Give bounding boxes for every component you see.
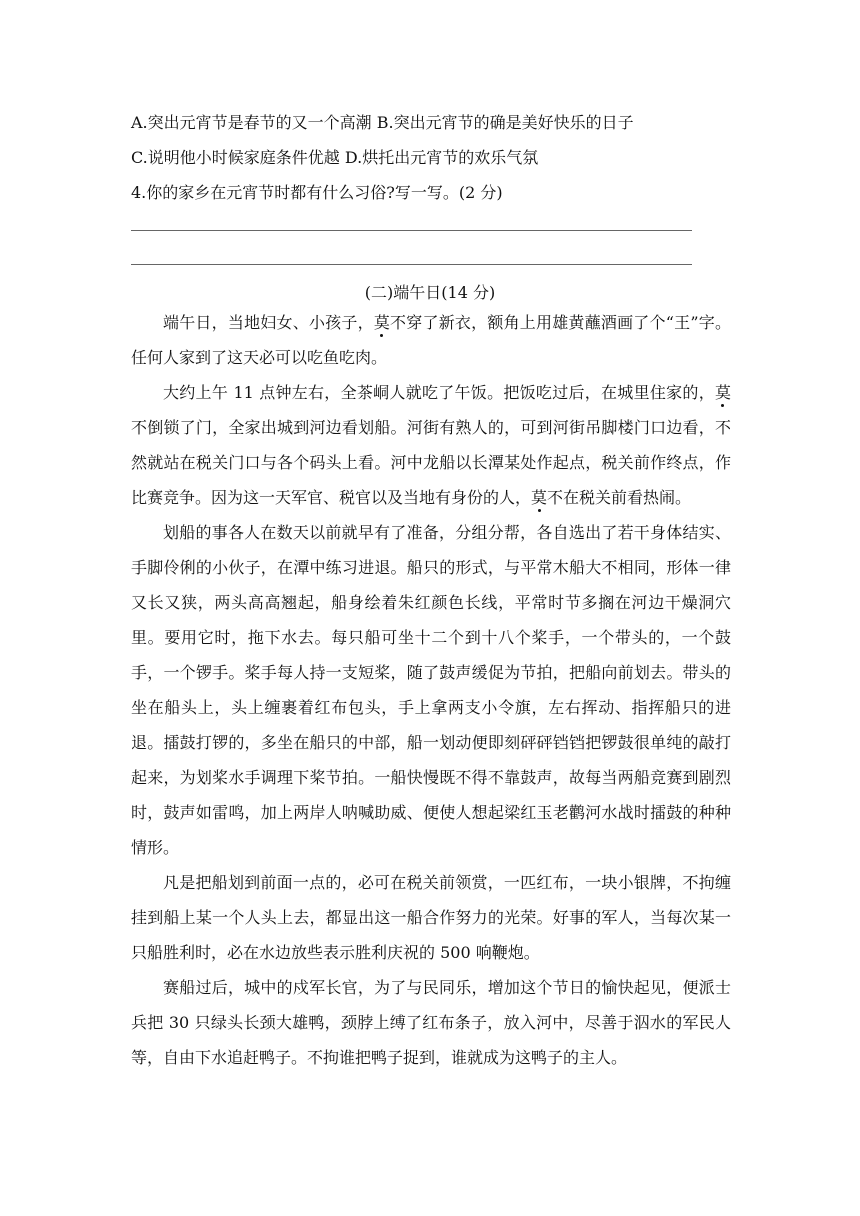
section-title: (二)端午日(14 分): [364, 283, 496, 302]
passage-body: [131, 305, 731, 1075]
options-line-ab: A.突出元宵节是春节的又一个高潮 B.突出元宵节的确是美好快乐的日子: [131, 113, 634, 132]
paragraph-2: 大约上午 11 点钟左右，全茶峒人就吃了午饭。把饭吃过后，在城里住家的，莫不倒锁了门，全家出城到河边看划船。河街有熟人的，可到河街吊脚楼门口边看，不然就站在税关门口与各个码头上看。河中龙船以长潭某处作起点，税关前作终点，作比赛竞争。因为这一天军官、税官以及当地有身份的人，莫不在税关前看热闹。: [131, 383, 731, 507]
emphasis-char: 莫: [531, 488, 548, 507]
paragraph-1: 端午日，当地妇女、小孩子，莫不穿了新衣，额角上用雄黄蘸酒画了个“王”字。任何人家到了这天必可以吃鱼吃肉。: [131, 313, 731, 367]
answer-line-2[interactable]: [131, 264, 692, 265]
options-line-cd: C.说明他小时候家庭条件优越 D.烘托出元宵节的欢乐气氛: [131, 148, 539, 167]
paragraph-3: 划船的事各人在数天以前就早有了准备，分组分帮，各自选出了若干身体结实、手脚伶俐的小伙子，在潭中练习进退。船只的形式，与平常木船大不相同，形体一律又长又狭，两头高高翘起，船身绘着朱红颜色长线，平常时节多搁在河边干燥洞穴里。要用它时，拖下水去。每只船可坐十二个到十八个桨手，一个带头的，一个鼓手，一个锣手。桨手每人持一支短桨，随了鼓声缓促为节拍，把船向前划去。带头的坐在船头上，头上缠裹着红布包头，手上拿两支小令旗，左右挥动、指挥船只的进退。擂鼓打锣的，多坐在船只的中部，船一划动便即刻砰砰铛铛把锣鼓很单纯的敲打起来，为划桨水手调理下桨节拍。一船快慢既不得不靠鼓声，故每当两船竞赛到剧烈时，鼓声如雷鸣，加上两岸人呐喊助威、便使人想起梁红玉老鹳河水战时擂鼓的种种情形。: [131, 523, 731, 857]
answer-line-1[interactable]: [131, 230, 692, 231]
emphasis-char: 莫: [714, 383, 731, 402]
paragraph-5: 赛船过后，城中的戍军长官，为了与民同乐，增加这个节日的愉快起见，便派士兵把 30 只绿头长颈大雄鸭，颈脖上缚了红布条子，放入河中，尽善于泅水的军民人等，自由下水追赶鸭子。不拘谁把鸭子捉到，谁就成为这鸭子的主人。: [131, 978, 731, 1067]
emphasis-char: 莫: [373, 313, 391, 332]
paragraph-4: 凡是把船划到前面一点的，必可在税关前领赏，一匹红布，一块小银牌，不拘缠挂到船上某一个人头上去，都显出这一船合作努力的光荣。好事的军人，当每次某一只船胜利时，必在水边放些表示胜利庆祝的 500 响鞭炮。: [131, 873, 731, 962]
question-4: 4.你的家乡在元宵节时都有什么习俗?写一写。(2 分): [131, 183, 503, 202]
